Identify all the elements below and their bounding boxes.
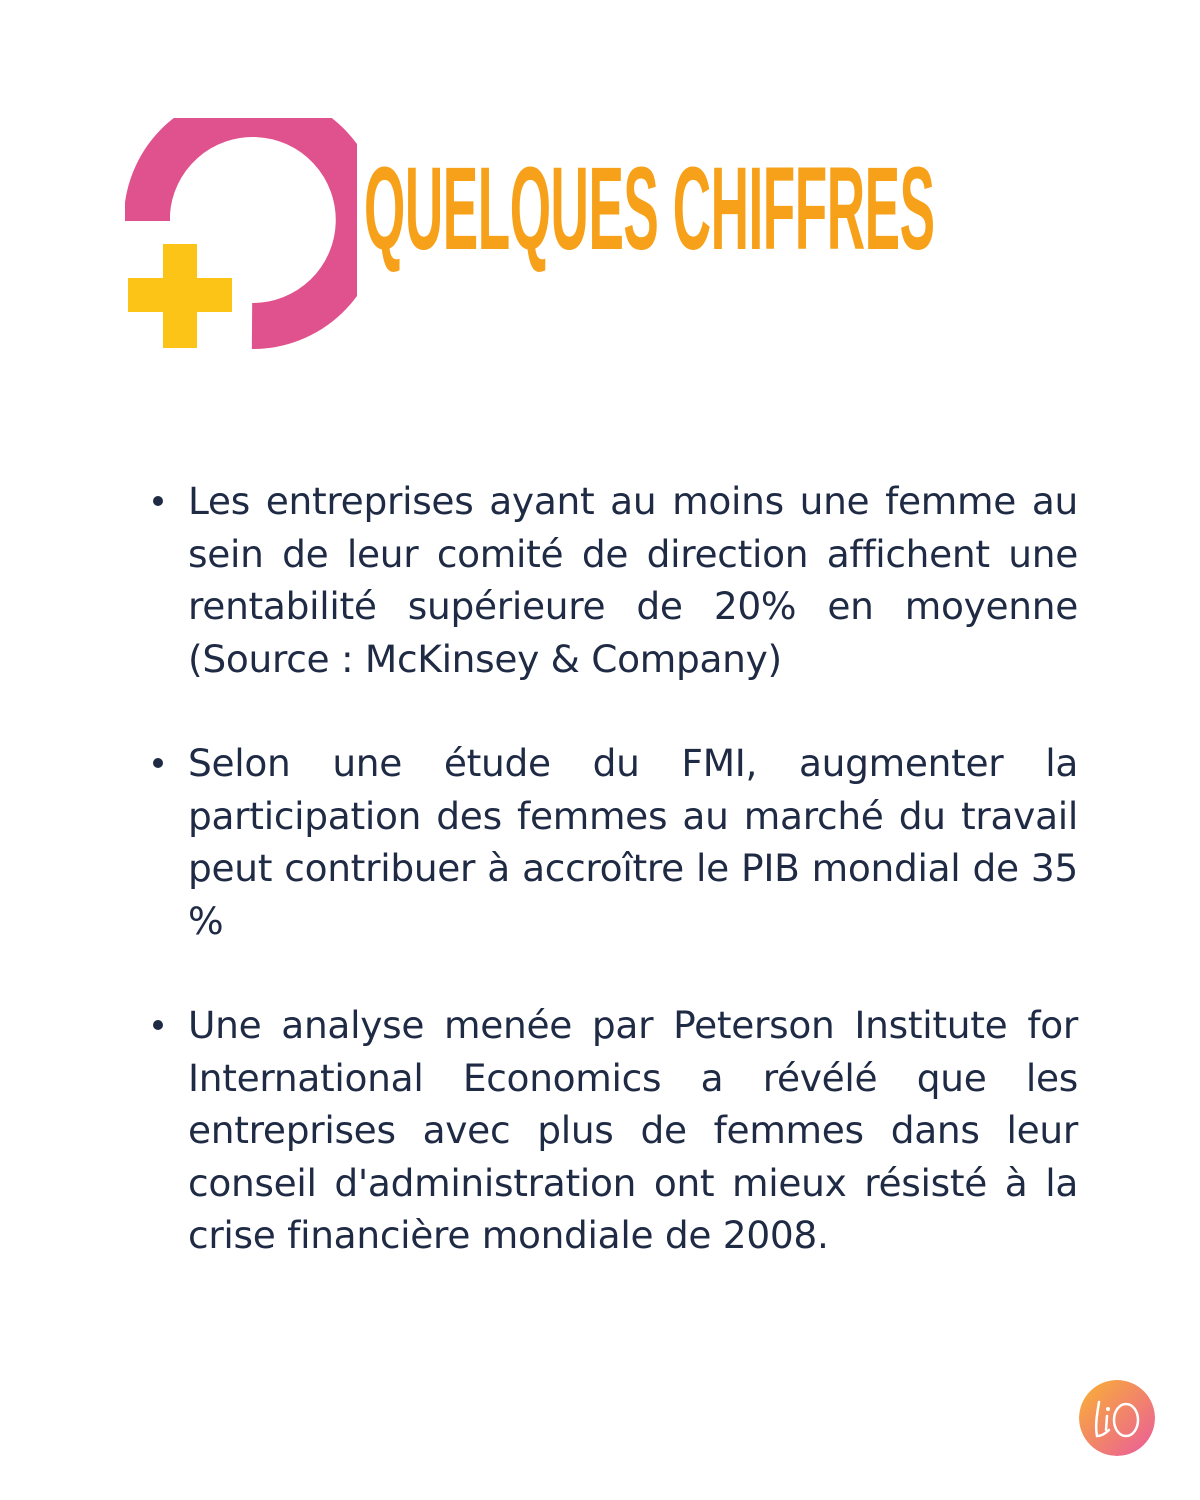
list-item: Les entreprises ayant au moins une femme au sein de leur comité de direction affichent une rentabilité supérieure de 20% en moyenne (Source : McKinsey & Company) bbox=[188, 475, 1078, 685]
yellow-plus-icon bbox=[128, 244, 232, 348]
lio-logo-icon bbox=[1079, 1380, 1155, 1456]
list-item: Une analyse menée par Peterson Institute for International Economics a révélé que les entreprises avec plus de femmes dans leur conseil d'administration ont mieux résisté à la crise financière mondiale de 2008. bbox=[188, 999, 1078, 1262]
page-title: QUELQUES CHIFFRES bbox=[364, 143, 935, 275]
facts-list bbox=[188, 475, 1078, 1314]
list-item: Selon une étude du FMI, augmenter la participation des femmes au marché du travail peut contribuer à accroître le PIB mondial de 35 % bbox=[188, 737, 1078, 947]
female-symbol-plus-icon bbox=[125, 118, 357, 350]
